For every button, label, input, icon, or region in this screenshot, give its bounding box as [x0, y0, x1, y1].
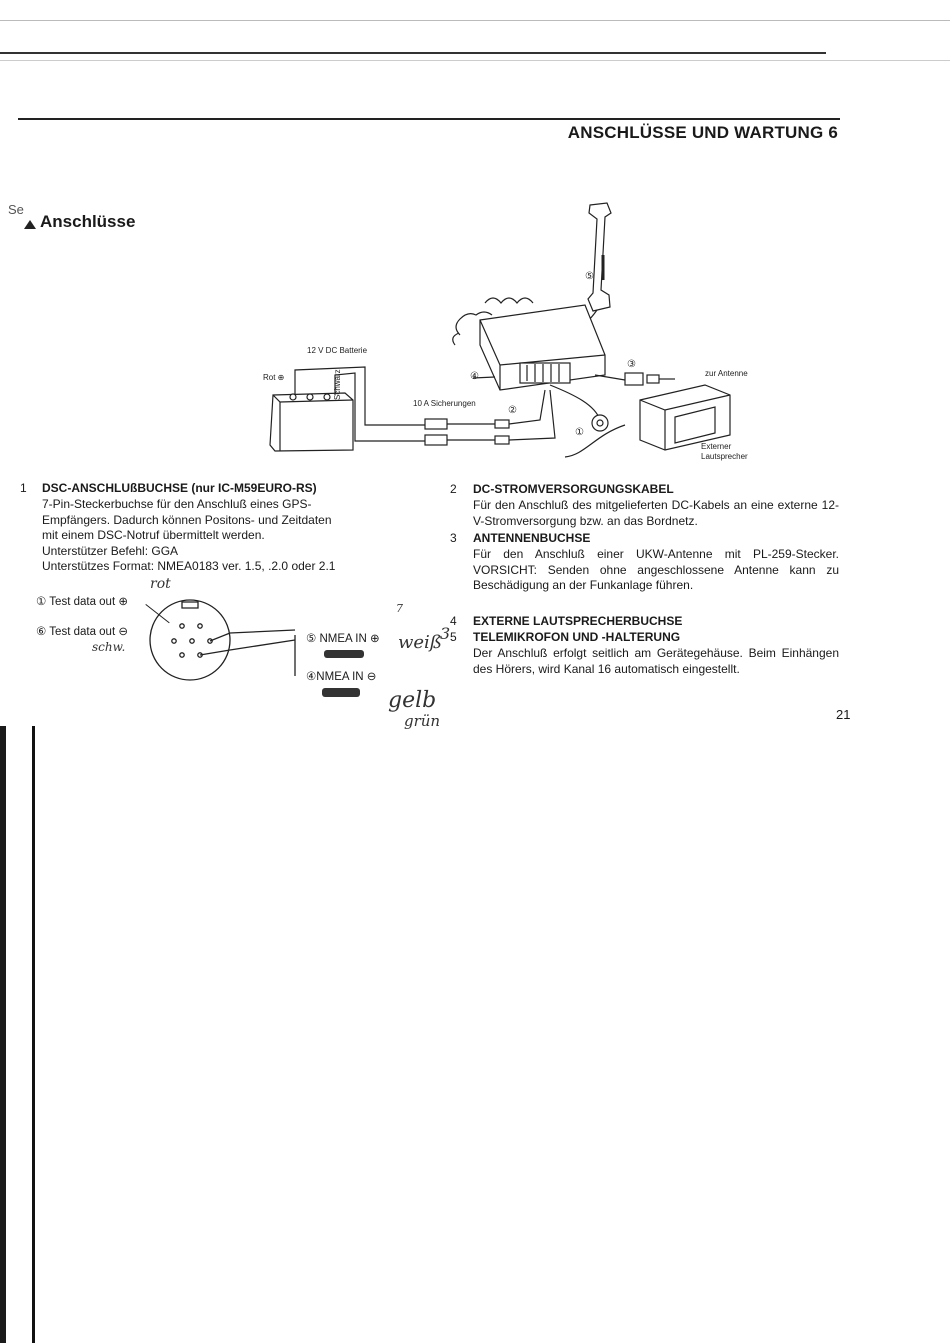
fuse-label: 10 A Sicherungen — [413, 399, 476, 408]
item-5-number: 5 — [450, 630, 457, 644]
pinout-diagram — [140, 590, 310, 700]
item-5-body: Der Anschluß erfolgt seitlich am Gerätegehäuse. Beim Einhängen des Hörers, wird Kanal 16 automatisch eingestellt. — [473, 646, 839, 676]
handwritten-note-f: 3 — [440, 624, 451, 643]
pin-6-label: ⑥ Test data out ⊖ — [36, 626, 128, 638]
item-5-title: TELEMIKROFON UND -HALTERUNG — [473, 630, 681, 644]
item-4-number: 4 — [450, 614, 457, 628]
black-label: Schwarz — [333, 369, 342, 400]
dsc-connector-icon — [550, 385, 608, 431]
chapter-header — [520, 123, 838, 143]
item-1-line-1: 7-Pin-Steckerbuchse für den Anschluß eines GPS- — [42, 497, 312, 511]
pin-4-label: ④NMEA IN ⊖ — [306, 671, 377, 683]
radio-unit-icon — [480, 305, 605, 390]
antenna-connector-icon — [595, 373, 675, 385]
item-3-title: ANTENNENBUCHSE — [473, 531, 591, 545]
pin-1-label: ① Test data out ⊕ — [36, 596, 128, 608]
connection-diagram — [255, 195, 775, 470]
handwritten-note-d: gelb — [388, 688, 437, 713]
item-2-body: Für den Anschluß des mitgelieferten DC-Kabels an eine externe 12-V-Stromversorgung bzw. an das Bordnetz. — [473, 498, 839, 528]
item-2-title: DC-STROMVERSORGUNGSKABEL — [473, 482, 674, 496]
handwritten-note-e: grün — [404, 712, 441, 730]
speaker-label-2: Lautsprecher — [701, 452, 748, 461]
scribble-mark-1 — [324, 650, 364, 658]
red-label: Rot ⊕ — [263, 373, 285, 382]
section-title: Anschlüsse — [40, 212, 136, 231]
callout-1: ① — [575, 427, 584, 438]
speaker-label-1: Externer — [701, 442, 732, 451]
item-1-number: 1 — [20, 481, 27, 495]
chapter-number: 6 — [828, 123, 838, 142]
handwritten-note-g: 7 — [396, 602, 403, 615]
item-1-body — [42, 497, 406, 575]
handwritten-note-c: weiß — [398, 632, 442, 653]
margin-text: Se — [8, 202, 24, 217]
item-1-line-3: mit einem DSC-Notruf übermittelt werden. — [42, 528, 265, 542]
item-4-title: EXTERNE LAUTSPRECHERBUCHSE — [473, 614, 683, 628]
scan-edge-faint — [0, 20, 950, 21]
scribble-mark-2 — [322, 688, 360, 697]
callout-4: ④ — [470, 371, 479, 382]
header-rule — [18, 118, 840, 120]
chapter-title: ANSCHLÜSSE UND WARTUNG — [567, 123, 824, 142]
handwritten-note-a: rot — [150, 576, 171, 592]
handset-icon — [588, 203, 611, 311]
callout-5: ⑤ — [585, 271, 594, 282]
section-marker-icon — [24, 216, 36, 225]
item-1-line-4: Unterstützer Befehl: GGA — [42, 543, 179, 558]
antenna-label: zur Antenne — [705, 369, 748, 378]
page-number: 21 — [836, 707, 851, 722]
callout-2: ② — [508, 405, 517, 416]
item-3-number: 3 — [450, 531, 457, 545]
battery-icon — [270, 393, 353, 451]
scan-edge-left — [32, 726, 35, 1343]
item-1-title: DSC-ANSCHLUßBUCHSE (nur IC-M59EURO-RS) — [42, 481, 317, 495]
scan-edge-top — [0, 52, 826, 54]
item-1-line-5: Unterstützes Format: NMEA0183 ver. 1.5, .2.0 oder 2.1 — [42, 559, 336, 573]
item-2-number: 2 — [450, 482, 457, 496]
scan-edge-faint-2 — [0, 60, 950, 61]
pin-5-label: ⑤ NMEA IN ⊕ — [306, 633, 380, 645]
item-1-line-2: Empfängers. Dadurch können Positons- und Zeitdaten — [42, 512, 332, 527]
item-3-body: Für den Anschluß einer UKW-Antenne mit PL-259-Stecker. VORSICHT: Senden ohne angeschlossene Antenne kann zu Beschädigung an der Funkanlage führen. — [473, 547, 839, 592]
scan-edge-left-top — [0, 726, 6, 1343]
callout-3: ③ — [627, 359, 636, 370]
handwritten-note-b: schw. — [92, 640, 126, 654]
battery-label: 12 V DC Batterie — [307, 346, 368, 355]
